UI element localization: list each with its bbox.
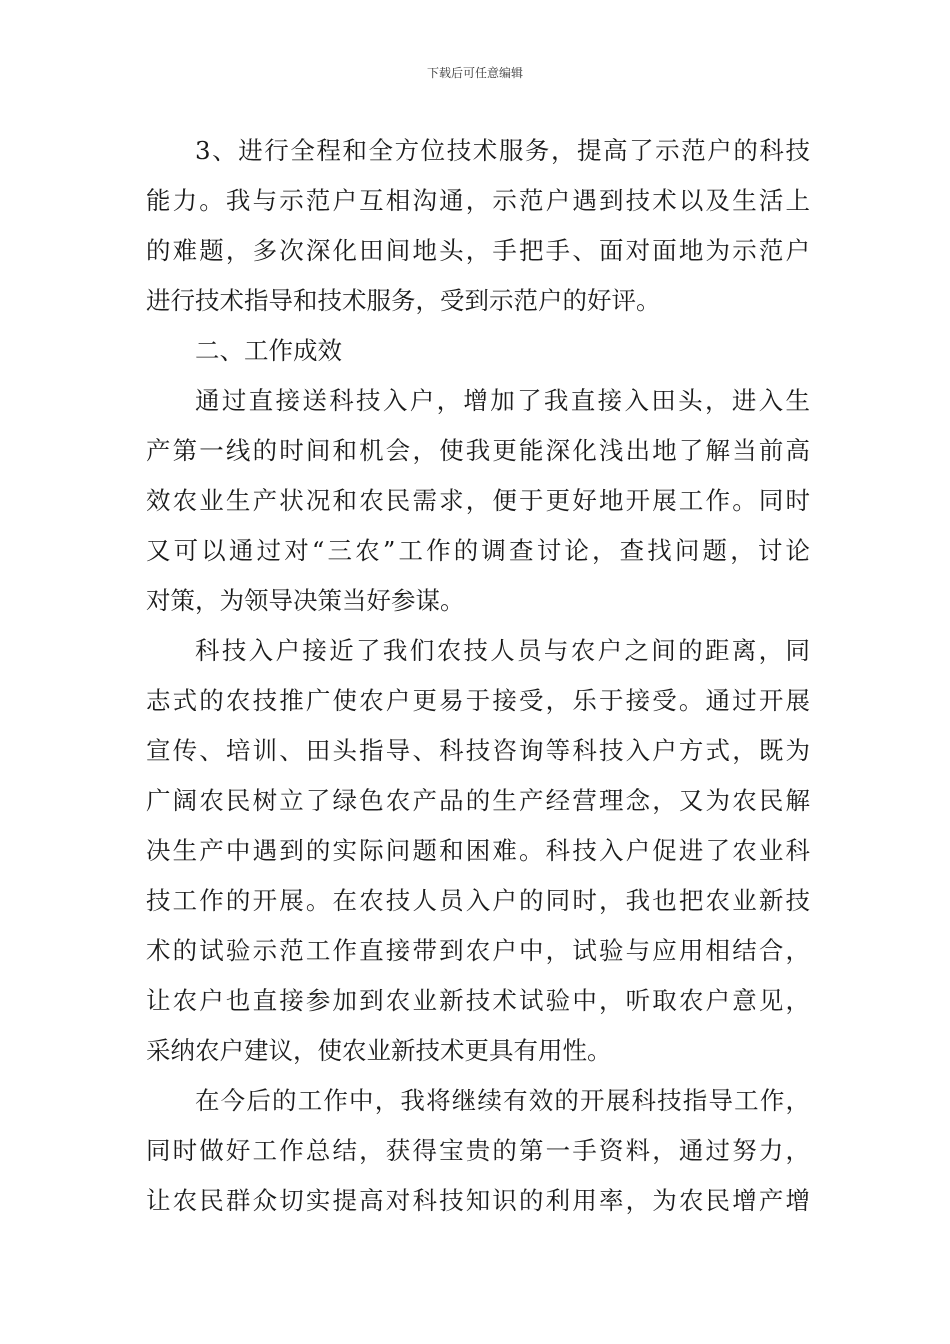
text-line: 决生产中遇到的实际问题和困难。科技入户促进了农业科 [146, 836, 810, 865]
page-header: 下载后可任意编辑 [426, 66, 523, 80]
text-line: 又可以通过对“三农”工作的调查讨论，查找问题，讨论 [146, 536, 810, 565]
text-line: 让农民群众切实提高对科技知识的利用率，为农民增产增 [146, 1186, 810, 1215]
text-line: 产第一线的时间和机会，使我更能深化浅出地了解当前高 [146, 436, 810, 465]
paragraph-extension [146, 626, 810, 1076]
text-line: 进行技术指导和技术服务，受到示范户的好评。 [146, 286, 661, 315]
paragraph-tech-service [146, 126, 810, 326]
section-heading [146, 326, 810, 376]
text-line: 采纳农户建议，使农业新技术更具有用性。 [146, 1036, 612, 1065]
text-line: 术的试验示范工作直接带到农户中，试验与应用相结合， [146, 936, 810, 965]
paragraph-future-work [146, 1076, 810, 1226]
text-line: 3、进行全程和全方位技术服务，提高了示范户的科技 [195, 136, 810, 165]
text-line: 通过直接送科技入户，增加了我直接入田头，进入生 [195, 386, 810, 415]
text-line: 对策，为领导决策当好参谋。 [146, 586, 465, 615]
document-body [146, 126, 810, 1226]
section-heading-text: 二、工作成效 [195, 336, 342, 365]
text-line: 志式的农技推广使农户更易于接受，乐于接受。通过开展 [146, 686, 810, 715]
text-line: 同时做好工作总结，获得宝贵的第一手资料，通过努力， [146, 1136, 810, 1165]
text-line: 广阔农民树立了绿色农产品的生产经营理念，又为农民解 [146, 786, 810, 815]
paragraph-results [146, 376, 810, 626]
text-line: 的难题，多次深化田间地头，手把手、面对面地为示范户 [146, 236, 810, 265]
text-line: 让农户也直接参加到农业新技术试验中，听取农户意见， [146, 986, 810, 1015]
text-line: 能力。我与示范户互相沟通，示范户遇到技术以及生活上 [146, 186, 810, 215]
text-line: 在今后的工作中，我将继续有效的开展科技指导工作， [195, 1086, 810, 1115]
text-line: 技工作的开展。在农技人员入户的同时，我也把农业新技 [146, 886, 810, 915]
text-line: 效农业生产状况和农民需求，便于更好地开展工作。同时 [146, 486, 810, 515]
text-line: 宣传、培训、田头指导、科技咨询等科技入户方式，既为 [146, 736, 810, 765]
text-line: 科技入户接近了我们农技人员与农户之间的距离，同 [195, 636, 810, 665]
